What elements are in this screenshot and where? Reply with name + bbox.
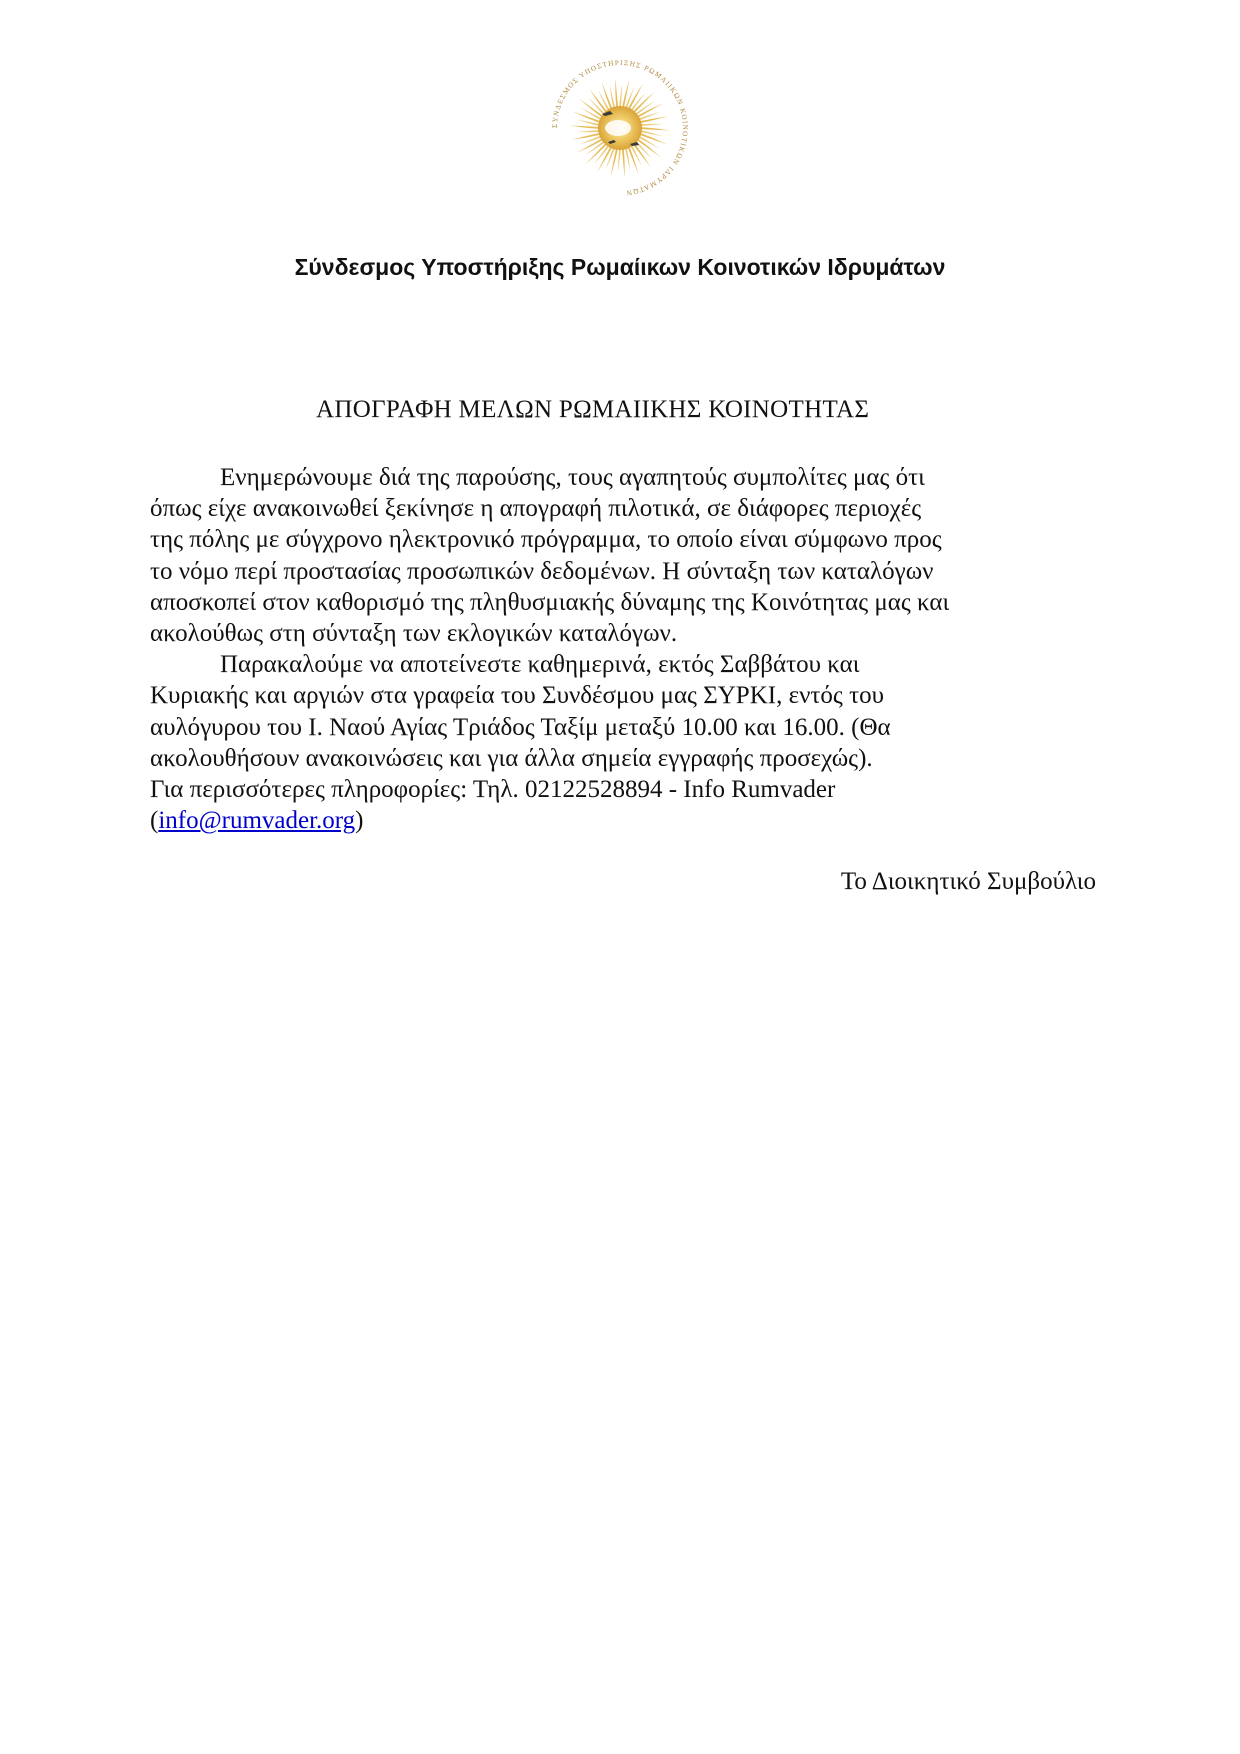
paragraph-2-line: αυλόγυρου του Ι. Ναού Αγίας Τριάδος Ταξίμ μεταξύ 10.00 και 16.00. (Θα [150, 713, 891, 741]
announcement-body [150, 462, 1090, 836]
document-title: ΑΠΟΓΡΑΦΗ ΜΕΛΩΝ ΡΩΜΑΙΙΚΗΣ ΚΟΙΝΟΤΗΤΑΣ [316, 396, 870, 423]
sun-ray [622, 79, 630, 108]
contact-line: Για περισσότερες πληροφορίες: Τηλ. 02122528894 - Info Rumvader [150, 776, 836, 804]
organization-logo [548, 56, 692, 200]
email-close-paren: ) [355, 807, 364, 835]
map-shape [605, 120, 631, 136]
sun-ray [576, 130, 600, 132]
paragraph-1-line: της πόλης με σύγχρονο ηλεκτρονικό πρόγραμμα, το οποίο είναι σύμφωνο προς [150, 526, 942, 554]
paragraph-1-line: αποσκοπεί στον καθορισμό της πληθυσμιακής δύναμης της Κοινότητας μας και [150, 588, 950, 616]
sun-ray [615, 78, 618, 108]
paragraph-2-line: Παρακαλούμε να αποτείνεστε καθημερινά, εκτός Σαββάτου και [220, 651, 860, 679]
signature: Το Διοικητικό Συμβούλιο [840, 868, 1096, 895]
sun-ray [640, 124, 664, 126]
paragraph-1-line: ακολούθως στη σύνταξη των εκλογικών καταλόγων. [150, 620, 678, 648]
sun-ray [570, 126, 600, 129]
sun-ray [619, 84, 622, 108]
paragraph-2-line: ακολουθήσουν ανακοινώσεις και για άλλα σημεία εγγραφής προσεχώς). [150, 744, 873, 772]
email-line [150, 805, 1090, 836]
sun-ray [610, 148, 618, 177]
logo-ring-text: ΣΥΝΔΕΣΜΟΣ ΥΠΟΣΤΗΡΙΞΗΣ ΡΩΜΑΙΙΚΩΝ ΚΟΙΝΟΤΙΚΩΝ ΙΔΡΥΜΑΤΩΝ [550, 58, 690, 197]
sun-ray [618, 148, 621, 172]
organization-name: Σύνδεσμος Υποστήριξης Ρωμαίικων Κοινοτικών Ιδρυμάτων [294, 254, 946, 280]
paragraph-2-line: Κυριακής και αργιών στα γραφεία του Συνδέσμου μας ΣΥΡΚΙ, εντός του [150, 682, 885, 710]
email-open-paren: ( [150, 807, 159, 835]
paragraph-1-line: το νόμο περί προστασίας προσωπικών δεδομένων. Η σύνταξη των καταλόγων [150, 557, 934, 585]
sun-ray [622, 148, 625, 178]
paragraph-1-line: όπως είχε ανακοινωθεί ξεκίνησε η απογραφή πιλοτικά, σε διάφορες περιοχές [150, 495, 922, 523]
email-link[interactable]: info@rumvader.org [158, 807, 356, 835]
paragraph-1-line: Ενημερώνουμε διά της παρούσης, τους αγαπητούς συμπολίτες μας ότι [220, 464, 925, 491]
sun-ray [640, 127, 670, 130]
